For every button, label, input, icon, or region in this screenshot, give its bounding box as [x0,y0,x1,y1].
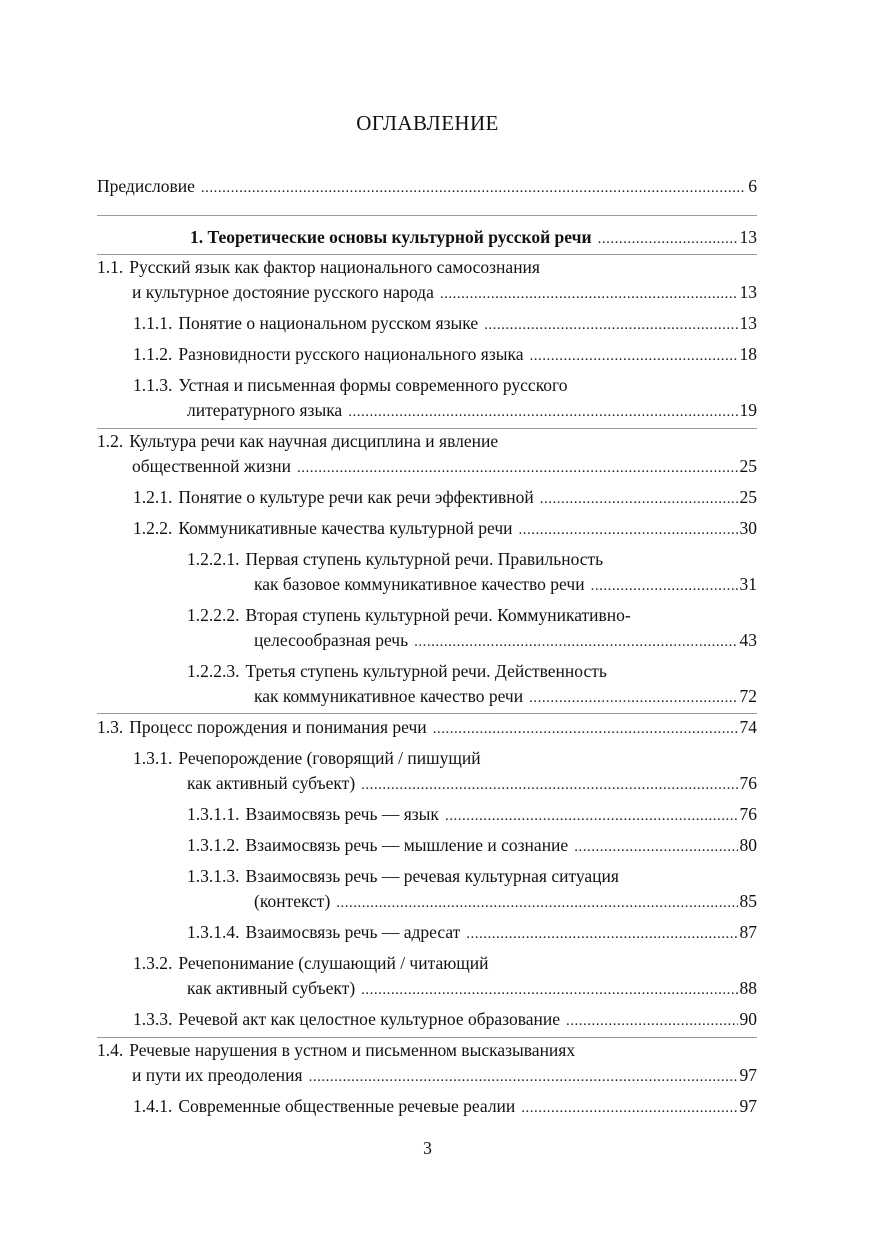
toc-entry-title: Процесс порождения и понимания речи [129,717,427,737]
dot-leader [297,456,738,480]
toc-entry-1-2-2-1-line1[interactable] [187,547,609,571]
toc-entry-1-1-line2[interactable] [132,280,757,304]
toc-entry-1-1-line1[interactable] [97,255,546,279]
toc-page-number: 90 [739,1009,757,1029]
toc-entry-1-3-3[interactable] [133,1007,757,1031]
toc-entry-1-3-1-3-line1[interactable] [187,864,625,888]
toc-page-number: 76 [739,773,757,793]
dot-leader [445,804,738,828]
toc-entry-title-cont: как активный субъект) [187,978,356,998]
dot-leader [519,518,738,542]
toc-entry-title: Культура речи как научная дисциплина и явление [129,431,499,451]
toc-page-number: 72 [739,686,757,706]
toc-entry-number: 1.2.2. [133,518,173,538]
toc-entry-number: 1.2.2.1. [187,549,240,569]
toc-entry-1-4-1[interactable] [133,1094,757,1118]
dot-leader [440,282,738,306]
toc-entry-title-cont: целесообразная речь [254,630,409,650]
toc-entry-title: Предисловие [97,176,195,196]
dot-leader [566,1009,738,1033]
toc-entry-number: 1.2.1. [133,487,173,507]
toc-entry-number: 1.1.3. [133,375,173,395]
toc-entry-chapter-1[interactable] [190,225,757,249]
toc-entry-number: 1.3.1. [133,748,173,768]
toc-entry-1-3-1-3-line2[interactable] [254,889,757,913]
toc-entry-title-cont: и пути их преодоления [132,1065,303,1085]
dot-leader [598,227,738,251]
toc-entry-title: Понятие о национальном русском языке [178,313,479,333]
toc-page-number: 88 [739,978,757,998]
toc-page-number: 13 [739,227,757,247]
toc-page-number: 43 [739,630,757,650]
dot-leader [433,717,738,741]
toc-entry-title-cont: как базовое коммуникативное качество речи [254,574,585,594]
toc-page-number: 85 [739,891,757,911]
toc-entry-1-3[interactable] [97,715,757,739]
toc-page-number: 74 [739,717,757,737]
toc-entry-1-3-1-4[interactable] [187,920,757,944]
toc-entry-number: 1.1.2. [133,344,173,364]
toc-entry-number: 1.4. [97,1040,124,1060]
dot-leader [529,686,737,710]
toc-page-number: 19 [739,400,757,420]
toc-entry-number: 1.2.2.3. [187,661,240,681]
toc-entry-1-2-line2[interactable] [132,454,757,478]
toc-entry-number: 1.2. [97,431,124,451]
toc-entry-number: 1.1. [97,257,124,277]
toc-entry-title: Взаимосвязь речь — адресат [245,922,461,942]
toc-entry-1-1-3-line1[interactable] [133,373,574,397]
toc-entry-title-cont: литературного языка [187,400,343,420]
dot-leader [466,922,737,946]
toc-entry-number: 1.4.1. [133,1096,173,1116]
toc-page-number: 87 [739,922,757,942]
divider [97,215,757,216]
toc-entry-title-cont: как коммуникативное качество речи [254,686,524,706]
dot-leader [361,773,737,797]
toc-entry-title: Речевые нарушения в устном и письменном высказываниях [129,1040,576,1060]
toc-entry-title: Русский язык как фактор национального самосознания [129,257,540,277]
toc-entry-1-4-line2[interactable] [132,1063,757,1087]
toc-entry-title: Взаимосвязь речь — язык [245,804,439,824]
toc-entry-title-cont: и культурное достояние русского народа [132,282,434,302]
toc-entry-1-2-2[interactable] [133,516,757,540]
toc-page-number: 18 [739,344,757,364]
toc-page-number: 25 [739,456,757,476]
toc-entry-title: 1. Теоретические основы культурной русской речи [190,227,592,247]
toc-entry-title: Понятие о культуре речи как речи эффективной [178,487,534,507]
toc-page-number: 76 [739,804,757,824]
dot-leader [591,574,738,598]
toc-entry-1-1-2[interactable] [133,342,757,366]
dot-leader [521,1096,737,1120]
toc-entry-title: Разновидности русского национального языка [178,344,524,364]
toc-entry-title: Речепорождение (говорящий / пишущий [178,748,481,768]
toc-entry-1-1-1[interactable] [133,311,757,335]
page-title: ОГЛАВЛЕНИЕ [356,111,499,135]
dot-leader [574,835,737,859]
toc-entry-1-2-line1[interactable] [97,429,504,453]
toc-entry-number: 1.3.2. [133,953,173,973]
toc-page-number: 31 [739,574,757,594]
dot-leader [201,176,746,200]
toc-entry-1-2-2-2-line2[interactable] [254,628,757,652]
toc-entry-number: 1.3.1.3. [187,866,240,886]
toc-entry-1-3-1-line1[interactable] [133,746,487,770]
toc-page-number: 13 [739,282,757,302]
toc-entry-number: 1.2.2.2. [187,605,240,625]
toc-entry-title: Взаимосвязь речь — мышление и сознание [245,835,569,855]
dot-leader [540,487,738,511]
toc-entry-title-cont: как активный субъект) [187,773,356,793]
toc-page-number: 13 [739,313,757,333]
toc-entry-title-cont: общественной жизни [132,456,291,476]
toc-entry-title-cont: (контекст) [254,891,331,911]
toc-page-number: 97 [739,1065,757,1085]
toc-entry-title: Первая ступень культурной речи. Правильность [245,549,604,569]
dot-leader [309,1065,738,1089]
dot-leader [414,630,737,654]
toc-page-number: 25 [739,487,757,507]
dot-leader [361,978,737,1002]
page-number: 3 [423,1138,432,1158]
toc-entry-preface[interactable] [97,174,757,198]
toc-entry-title: Вторая ступень культурной речи. Коммуникативно- [245,605,631,625]
toc-entry-1-2-2-2-line1[interactable] [187,603,637,627]
toc-entry-1-3-1-1[interactable] [187,802,757,826]
toc-entry-number: 1.3.1.1. [187,804,240,824]
toc-entry-1-2-2-3-line1[interactable] [187,659,613,683]
toc-entry-title: Речепонимание (слушающий / читающий [178,953,489,973]
toc-entry-1-3-2-line2[interactable] [187,976,757,1000]
dot-leader [348,400,737,424]
toc-entry-1-3-1-line2[interactable] [187,771,757,795]
toc-entry-title: Современные общественные речевые реалии [178,1096,516,1116]
toc-entry-1-2-2-3-line2[interactable] [254,684,757,708]
toc-entry-title: Устная и письменная формы современного русского [178,375,568,395]
toc-page-number: 30 [739,518,757,538]
toc-page-number: 6 [748,176,757,196]
toc-entry-number: 1.1.1. [133,313,173,333]
divider [97,713,757,714]
dot-leader [484,313,737,337]
toc-entry-1-2-1[interactable] [133,485,757,509]
toc-entry-1-3-1-2[interactable] [187,833,757,857]
toc-entry-1-4-line1[interactable] [97,1038,581,1062]
toc-entry-number: 1.3.1.2. [187,835,240,855]
toc-entry-title: Коммуникативные качества культурной речи [178,518,513,538]
toc-entry-title: Взаимосвязь речь — речевая культурная ситуация [245,866,619,886]
toc-entry-1-1-3-line2[interactable] [187,398,757,422]
toc-entry-number: 1.3.3. [133,1009,173,1029]
dot-leader [530,344,738,368]
toc-entry-1-3-2-line1[interactable] [133,951,495,975]
toc-page-number: 80 [739,835,757,855]
toc-entry-number: 1.3. [97,717,124,737]
toc-page-number: 97 [739,1096,757,1116]
toc-entry-number: 1.3.1.4. [187,922,240,942]
toc-entry-1-2-2-1-line2[interactable] [254,572,757,596]
toc-entry-title: Третья ступень культурной речи. Действенность [245,661,607,681]
dot-leader [336,891,737,915]
toc-entry-title: Речевой акт как целостное культурное образование [178,1009,560,1029]
